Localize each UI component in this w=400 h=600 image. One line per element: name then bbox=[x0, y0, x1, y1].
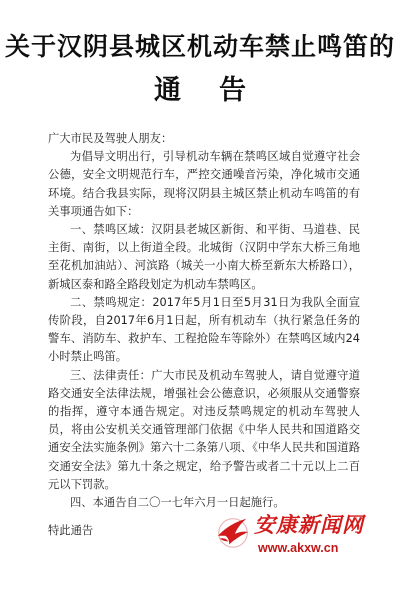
notice-body bbox=[48, 130, 360, 540]
paragraph-effective-date: 四、本通告自二〇一七年六月一日起施行。 bbox=[70, 496, 285, 510]
notice-title: 关于汉阴县城区机动车禁止鸣笛的 bbox=[4, 32, 395, 61]
notice-title-subheading: 通告 bbox=[154, 75, 284, 106]
watermark-site-name: 安康新闻网 bbox=[254, 513, 364, 537]
paragraph-rules: 二、禁鸣规定：2017年5月1日至5月31日为我队全面宣传阶段，自2017年6月1日起，所有机动车（执行紧急任务的警车、消防车、救护车、工程抢险车等除外）在禁鸣区域内24小时禁止鸣笛。 bbox=[48, 295, 360, 364]
paragraph-legal-liability: 三、法律责任：广大市民及机动车驾驶人，请自觉遵守道路交通安全法律法规，增强社会公德意识，必须服从交通警察的指挥，遵守本通告规定。对违反禁鸣规定的机动车驾驶人员，将由公安机关交通管理部门依据《中华人民共和国道路交通安全法实施条例》第六十二条第八项、《中华人民共和国道路交通安全法》第九十条之规定，给予警告或者二十元以上二百元以下罚款。 bbox=[48, 368, 360, 491]
paragraph-restricted-area: 一、禁鸣区域：汉阴县老城区新街、和平街、马道巷、民主街、南街，以上街道全段。北城街（汉阴中学东大桥三角地至花机加油站）、河滨路（城关一小南大桥至新东大桥路口），新城区泰和路全路段划定为机动车禁鸣区。 bbox=[48, 223, 360, 291]
red-swallow-logo-icon bbox=[214, 513, 252, 551]
paragraph-intro: 为倡导文明出行，引导机动车辆在禁鸣区域自觉遵守社会公德，安全文明规范行车，严控交通噪音污染，净化城市交通环境。结合我县实际，现将汉阴县主城区禁止机动车鸣笛的有关事项通告如下： bbox=[48, 150, 360, 218]
site-watermark bbox=[214, 511, 394, 561]
closing-text: 特此通告 bbox=[48, 524, 94, 538]
watermark-url: www.akxw.cn bbox=[258, 541, 339, 555]
salutation: 广大市民及驾驶人朋友： bbox=[48, 132, 173, 145]
